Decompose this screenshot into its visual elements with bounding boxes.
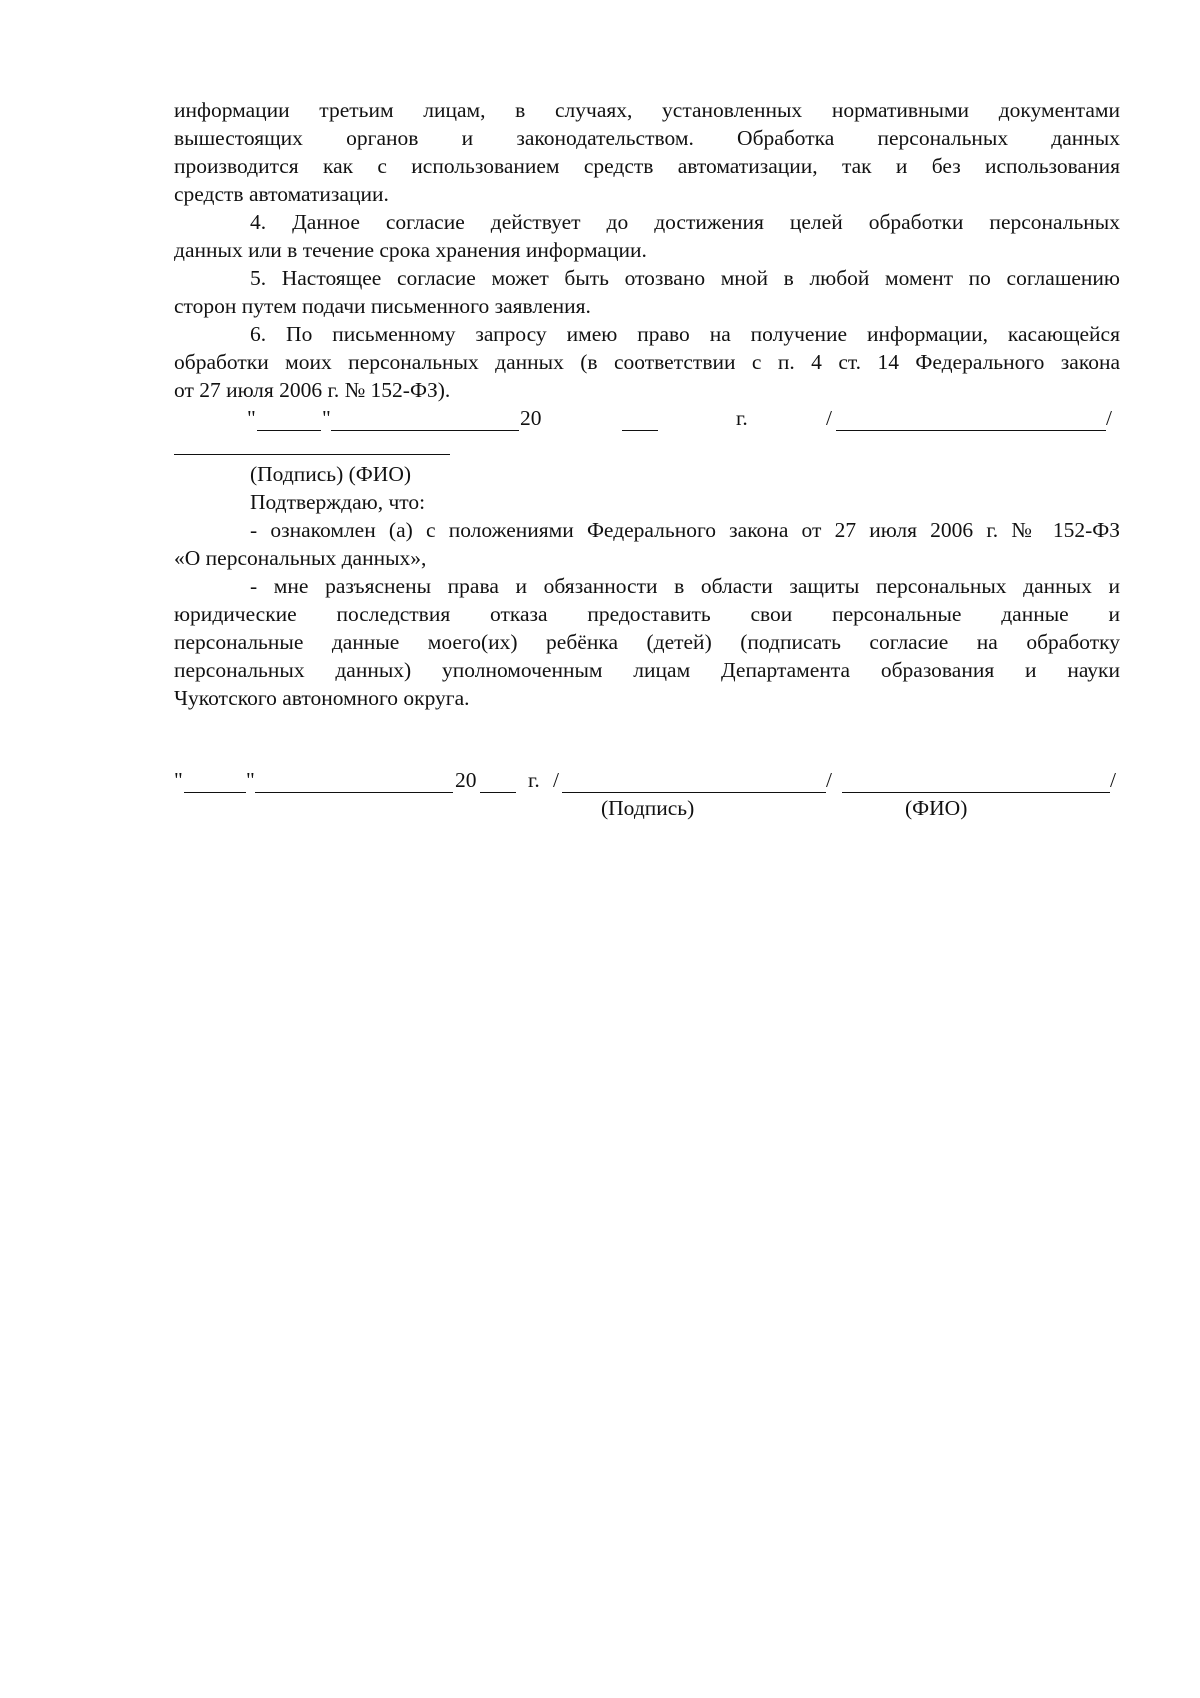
confirm-2-line: Чукотского автономного округа. (174, 686, 470, 710)
confirm-2-line: персональные данные моего(их) ребёнка (детей) (подписать согласие на обработку (174, 630, 1120, 654)
signature-row-1 (174, 404, 1120, 432)
text-line: вышестоящих органов и законодательством. Обработка персональных данных (174, 126, 1120, 150)
slash: / (553, 768, 559, 792)
year-prefix: 20 (520, 406, 542, 430)
confirm-2-line: персональных данных) уполномоченным лицам Департамента образования и науки (174, 658, 1120, 682)
item-6-line: обработки моих персональных данных (в соответствии с п. 4 ст. 14 Федерального закона (174, 350, 1120, 374)
quote-open: " (247, 406, 256, 430)
signature-field[interactable] (836, 408, 1106, 431)
quote-close: " (246, 768, 255, 792)
confirm-1-line: «О персональных данных», (174, 546, 427, 570)
confirm-2-line: юридические последствия отказа предоставить свои персональные данные и (174, 602, 1120, 626)
item-4-line: данных или в течение срока хранения информации. (174, 238, 647, 262)
slash: / (826, 406, 832, 430)
text-line: производится как с использованием средств автоматизации, так и без использования (174, 154, 1120, 178)
text-line: информации третьим лицам, в случаях, установленных нормативными документами (174, 98, 1120, 122)
confirm-heading: Подтверждаю, что: (250, 490, 426, 514)
slash: / (1106, 406, 1112, 430)
signature-field[interactable] (562, 770, 826, 793)
confirm-2-line: - мне разъяснены права и обязанности в области защиты персональных данных и (250, 574, 1120, 598)
item-6-line: от 27 июля 2006 г. № 152-ФЗ). (174, 378, 451, 402)
year-prefix: 20 (455, 768, 477, 792)
year-field[interactable] (480, 770, 516, 793)
caption-signature: (Подпись) (601, 796, 695, 820)
day-field[interactable] (184, 770, 246, 793)
quote-open: " (174, 768, 183, 792)
year-suffix: г. (528, 768, 540, 792)
year-suffix: г. (736, 406, 748, 430)
signature-row-2 (174, 766, 1120, 794)
slash: / (1110, 768, 1116, 792)
month-field[interactable] (255, 770, 453, 793)
name-field[interactable] (842, 770, 1110, 793)
month-field[interactable] (331, 408, 519, 431)
item-5-line: 5. Настоящее согласие может быть отозвано мной в любой момент по соглашению (250, 266, 1120, 290)
day-field[interactable] (257, 408, 321, 431)
quote-close: " (322, 406, 331, 430)
item-6-line: 6. По письменному запросу имею право на получение информации, касающейся (250, 322, 1120, 346)
name-field[interactable] (174, 434, 450, 455)
year-field[interactable] (622, 408, 658, 431)
signature-captions-2 (174, 794, 1120, 822)
item-5-line: сторон путем подачи письменного заявления. (174, 294, 591, 318)
signature-caption: (Подпись) (ФИО) (250, 462, 412, 486)
slash: / (826, 768, 832, 792)
item-4-line: 4. Данное согласие действует до достижения целей обработки персональных (250, 210, 1120, 234)
caption-name: (ФИО) (905, 796, 968, 820)
text-line: средств автоматизации. (174, 182, 389, 206)
confirm-1-line: - ознакомлен (а) с положениями Федерального закона от 27 июля 2006 г. № 152-ФЗ (250, 518, 1120, 542)
